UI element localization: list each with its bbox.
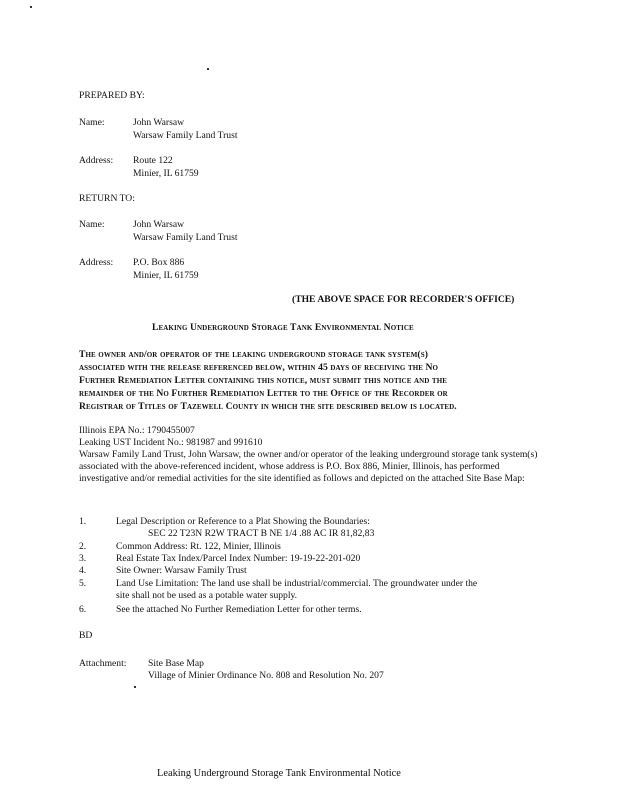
prepared-by-address-line2: Minier, IL 61759 xyxy=(133,168,199,179)
intro-line: remainder of the No Further Remediation Letter to the Office of the Recorder or xyxy=(79,388,448,399)
intro-line: The owner and/or operator of the leaking underground storage tank system(s) xyxy=(79,349,429,360)
prepared-by-heading: PREPARED BY: xyxy=(79,90,145,101)
return-to-address-label: Address: xyxy=(79,257,114,268)
item-number: 5. xyxy=(79,578,87,589)
incident-number: Leaking UST Incident No.: 981987 and 991610 xyxy=(79,437,263,448)
item-text: See the attached No Further Remediation Letter for other terms. xyxy=(116,604,362,615)
item-number: 4. xyxy=(79,565,87,576)
item-text: Real Estate Tax Index/Parcel Index Number: 19-19-22-201-020 xyxy=(116,553,361,564)
epa-number: Illinois EPA No.: 1790455007 xyxy=(79,425,195,436)
attachment-line1: Site Base Map xyxy=(148,658,204,669)
scan-speck xyxy=(134,686,136,688)
intro-line: Further Remediation Letter containing this notice, must submit this notice and the xyxy=(79,375,448,386)
prepared-by-name-label: Name: xyxy=(79,117,105,128)
legal-description: SEC 22 T23N R2W TRACT B NE 1/4 .88 AC IR 81,82,83 xyxy=(148,528,375,539)
item-text: Common Address: Rt. 122, Minier, Illinois xyxy=(116,541,281,552)
return-to-address-line1: P.O. Box 886 xyxy=(133,257,185,268)
intro-line: Registrar of Titles of Tazewell County in which the site described below is located. xyxy=(79,401,457,412)
intro-line: associated with the release referenced below, within 45 days of receiving the No xyxy=(79,362,439,373)
scan-speck xyxy=(30,6,32,8)
item-number: 1. xyxy=(79,516,87,527)
item-number: 2. xyxy=(79,541,87,552)
prepared-by-address-label: Address: xyxy=(79,155,114,166)
item-text: Land Use Limitation: The land use shall be industrial/commercial. The groundwater under the xyxy=(116,578,478,589)
recorder-space-note: (THE ABOVE SPACE FOR RECORDER'S OFFICE) xyxy=(292,294,515,305)
prepared-by-name-line1: John Warsaw xyxy=(133,117,185,128)
initials: BD xyxy=(79,630,93,641)
scan-speck xyxy=(207,68,209,70)
item-number: 6. xyxy=(79,604,87,615)
item-number: 3. xyxy=(79,553,87,564)
body-paragraph: Warsaw Family Land Trust, John Warsaw, the owner and/or operator of the leaking underground storage tank system(s) associated with the above-referenced incident, whose address is P.O. Box 886, Minier, Illinois, has performed investigative and/or remedial activities for the site identified as follows and depicted on the attached Site Base Map: xyxy=(79,449,538,484)
prepared-by-name-line2: Warsaw Family Land Trust xyxy=(133,130,238,141)
attachment-line2: Village of Minier Ordinance No. 808 and Resolution No. 207 xyxy=(148,670,384,681)
return-to-name-line1: John Warsaw xyxy=(133,219,185,230)
return-to-name-line2: Warsaw Family Land Trust xyxy=(133,232,238,243)
return-to-address-line2: Minier, IL 61759 xyxy=(133,270,199,281)
return-to-heading: RETURN TO: xyxy=(79,193,135,204)
item-continuation: site shall not be used as a potable water supply. xyxy=(116,590,298,601)
item-text: Site Owner: Warsaw Family Trust xyxy=(116,565,247,576)
item-text: Legal Description or Reference to a Plat Showing the Boundaries: xyxy=(116,516,370,527)
attachment-label: Attachment: xyxy=(79,658,127,669)
page-footer: Leaking Underground Storage Tank Environmental Notice xyxy=(157,768,401,779)
notice-title: Leaking Underground Storage Tank Environmental Notice xyxy=(152,322,414,333)
prepared-by-address-line1: Route 122 xyxy=(133,155,173,166)
return-to-name-label: Name: xyxy=(79,219,105,230)
